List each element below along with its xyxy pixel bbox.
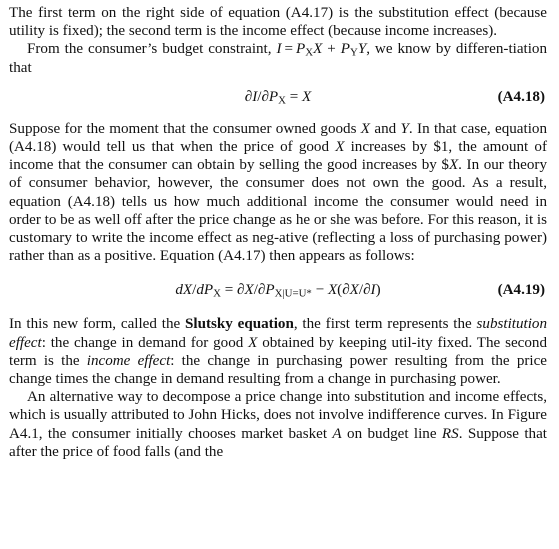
equation-a4-18 xyxy=(9,86,547,108)
paragraph-ownership: Suppose for the moment that the consumer owned goods X and Y. In that case, equation (A4.18) would tell us that when the price of good X increases by $1, the amount of income that the consumer can obtain by selling the good increases by $X. In our theory of consumer behavior, however, the consumer does not own the good. As a result, equation (A4.18) tells us how much additional income the consumer would need in order to be as well off after the price change as he or she was before. For this reason, it is customary to write the income effect as neg-ative (reflecting a loss of purchasing power) rather than as a positive. Equation (A4.17) then appears as follows: xyxy=(9,120,547,265)
paragraph-income-effect: The first term on the right side of equation (A4.17) is the substitution effect (because utility is fixed); the second term is the income effect (because income increases). xyxy=(9,5,547,40)
equation-a4-19 xyxy=(9,279,547,301)
equation-expression: $\partial I/\partial P_X = X$ xyxy=(244,88,312,107)
paragraph-budget-constraint: From the consumer’s budget constraint, $I = P_XX + P_YY$, we know by differen-tiation that xyxy=(9,41,548,76)
paragraph-slutsky: In this new form, called the Slutsky equation, the first term represents the substitution effect: the change in demand for good X obtained by keeping util-ity fixed. The second term is the income effect: the change in purchasing power resulting from the price change times the change in demand resulting from a change in purchasing power. xyxy=(9,316,547,388)
document-page xyxy=(9,4,547,461)
equation-expression: $dX/dP_X = \partial X/\partial P_{X|U=U*} - X(\partial X/\partial I)$ xyxy=(175,282,381,301)
equation-number: (A4.18) xyxy=(497,88,545,105)
equation-number: (A4.19) xyxy=(497,282,545,299)
paragraph-hicks: An alternative way to decompose a price change into substitution and income effects, which is usually attributed to John Hicks, does not involve indifference curves. In Figure A4.1, the consumer initially chooses market basket A on budget line RS. Suppose that after the price of food falls (and the xyxy=(9,389,547,460)
